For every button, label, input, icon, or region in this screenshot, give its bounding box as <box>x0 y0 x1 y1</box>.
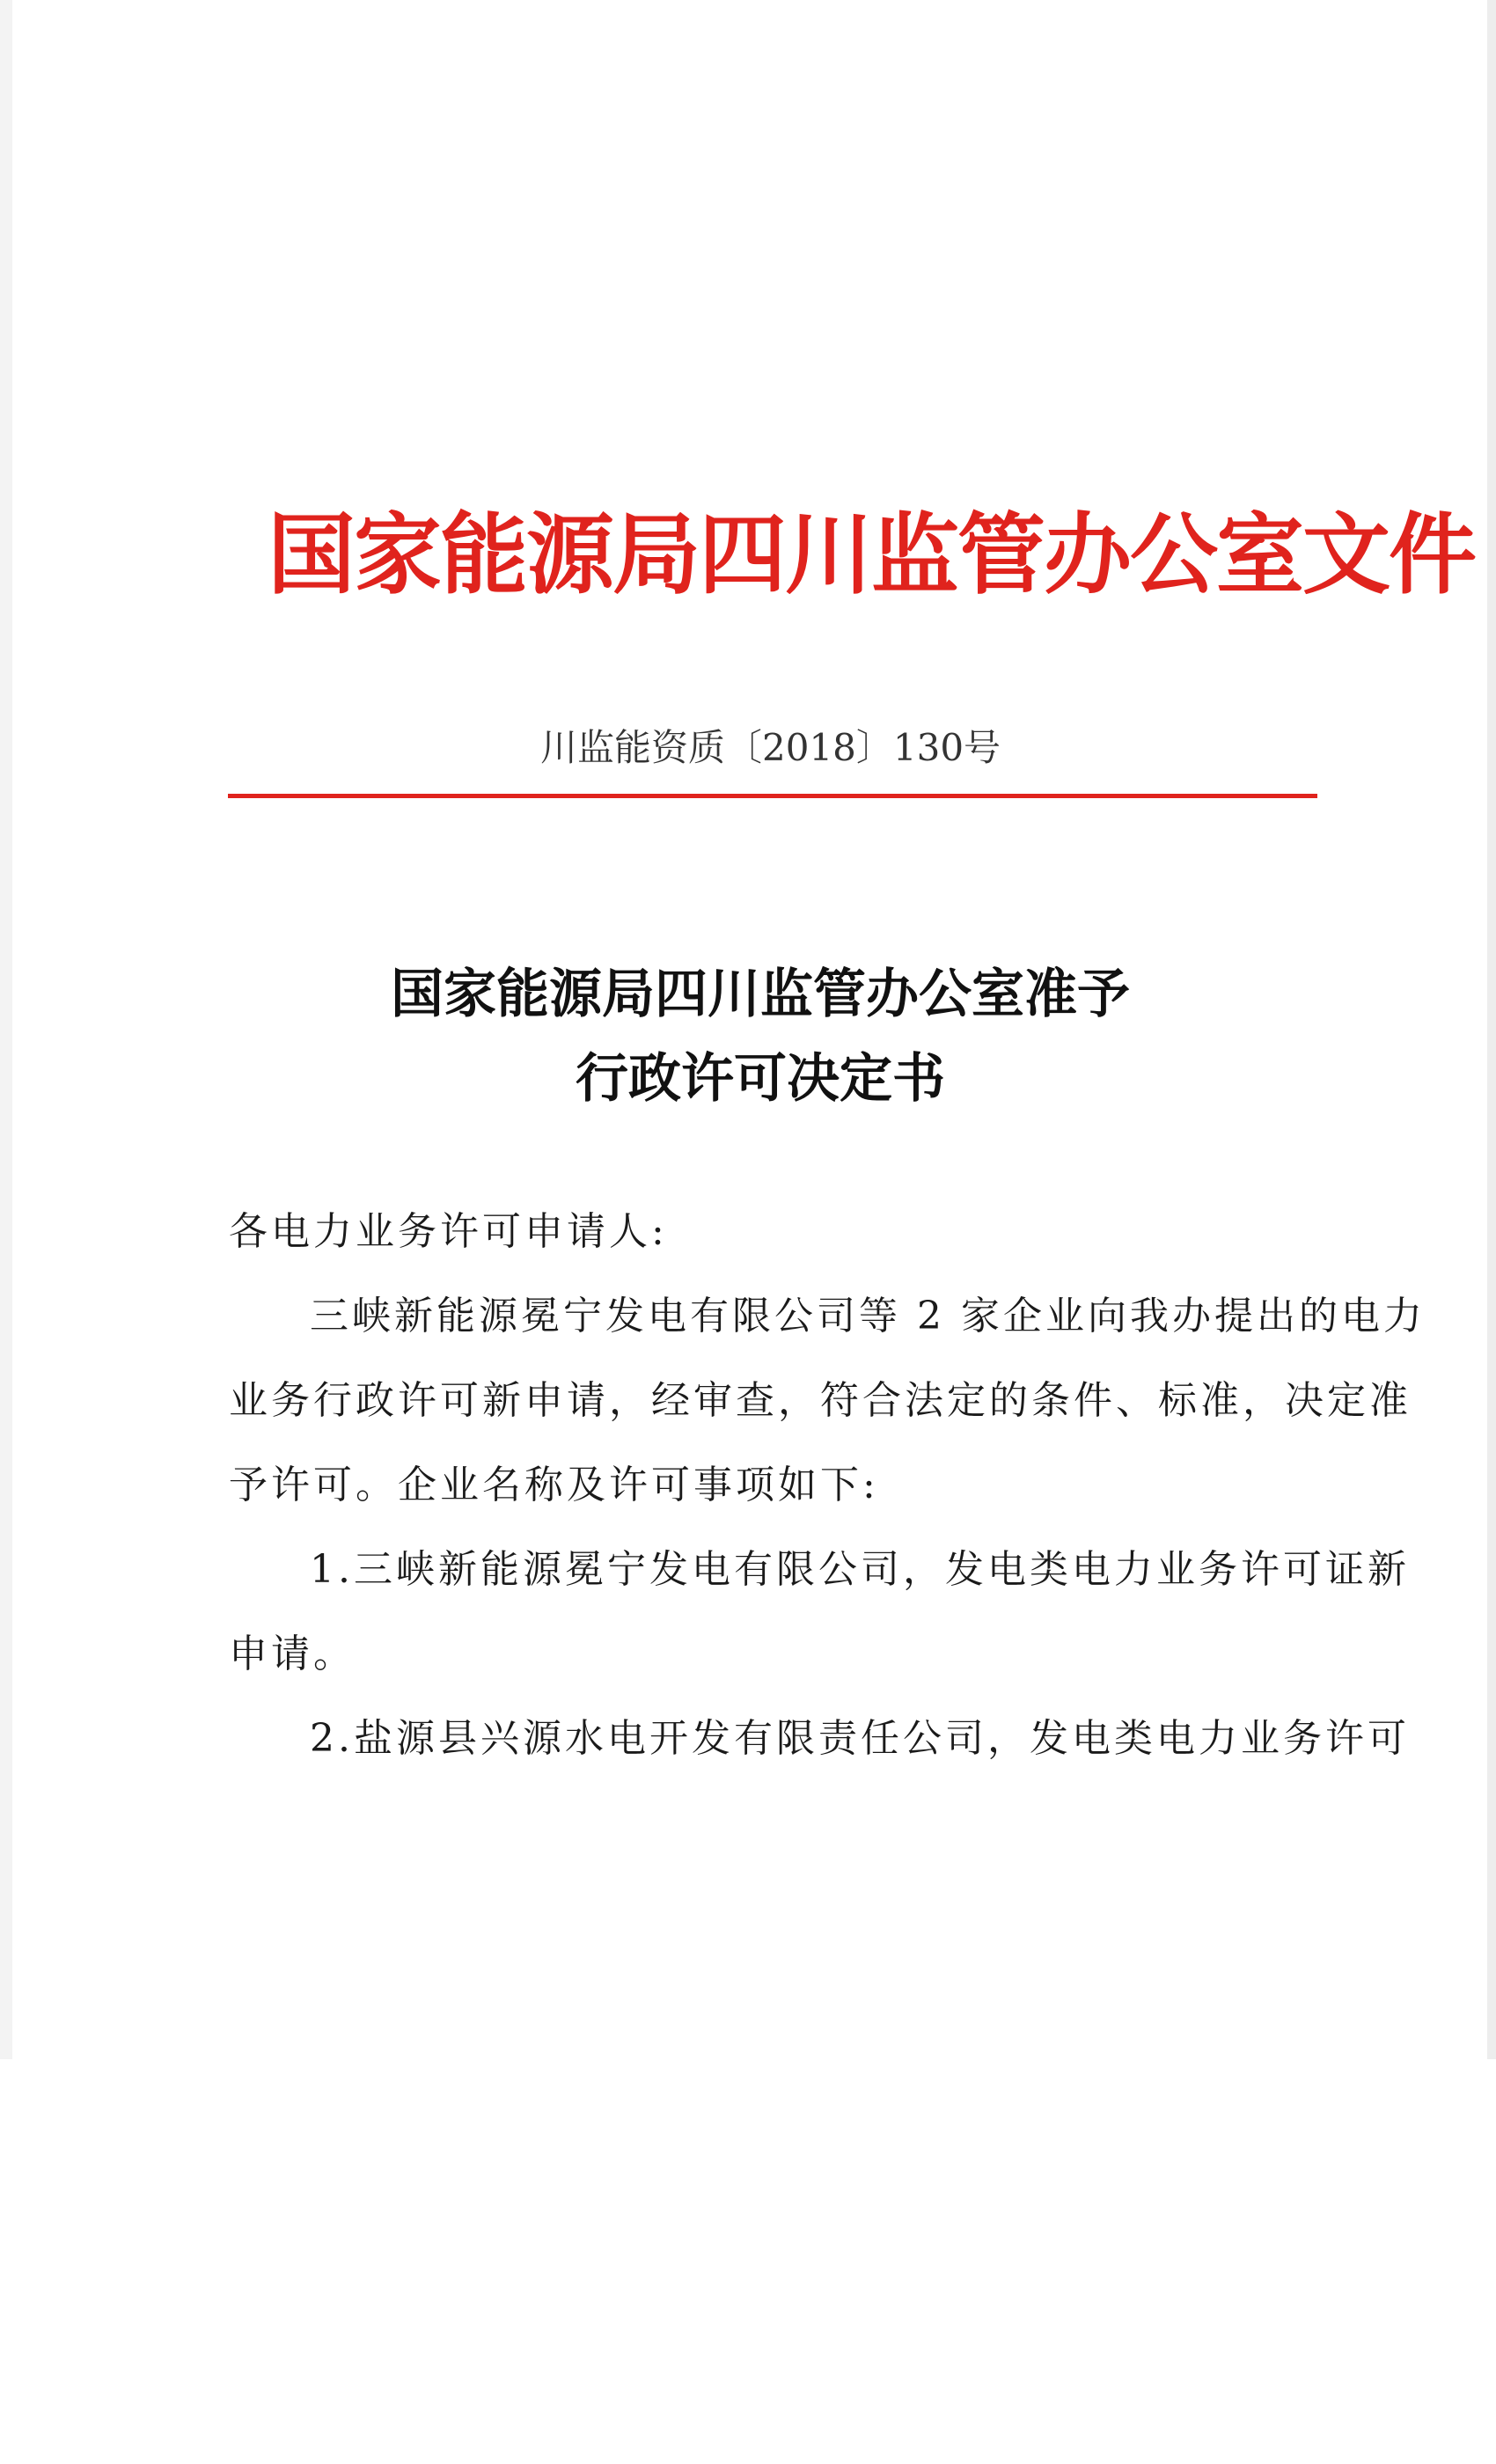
document-header-title: 国家能源局四川监管办公室文件 <box>268 502 1475 606</box>
blank-area-below-page <box>0 2059 1496 2464</box>
salutation: 各电力业务许可申请人: <box>229 1209 668 1254</box>
body-line: 2.盐源县兴源水电开发有限责任公司，发电类电力业务许可 <box>310 1716 1410 1761</box>
body-line: 三峡新能源冕宁发电有限公司等 2 家企业向我办提出的电力 <box>310 1294 1426 1338</box>
body-line: 业务行政许可新申请，经审查，符合法定的条件、标准，决定准 <box>229 1378 1412 1423</box>
body-line: 予许可。企业名称及许可事项如下: <box>229 1463 879 1507</box>
body-line: 1.三峡新能源冕宁发电有限公司，发电类电力业务许可证新 <box>310 1547 1410 1592</box>
document-number: 川监能资质〔2018〕130号 <box>540 726 1001 769</box>
decision-title-line-1: 国家能源局四川监管办公室准予 <box>391 964 1130 1025</box>
body-line: 申请。 <box>229 1632 356 1676</box>
decision-title-line-2: 行政许可决定书 <box>576 1048 945 1110</box>
header-red-rule <box>228 794 1317 798</box>
